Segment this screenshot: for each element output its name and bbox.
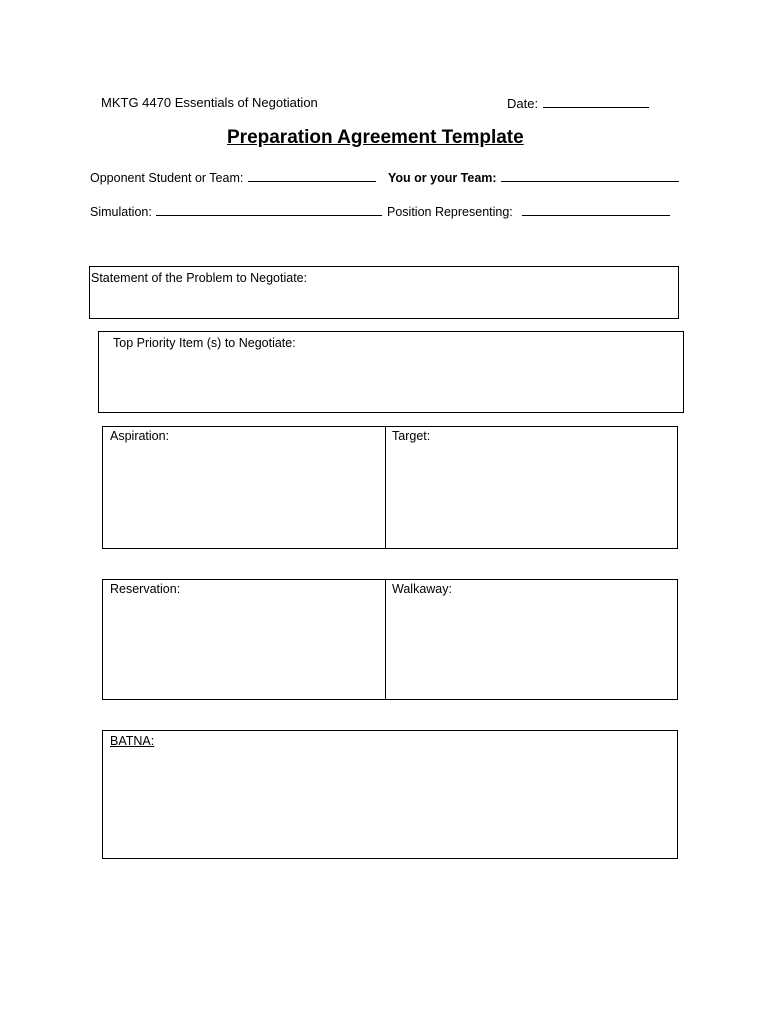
date-blank[interactable] — [543, 95, 649, 108]
date-label: Date: — [507, 96, 539, 111]
reservation-walkaway-box — [102, 579, 678, 700]
batna-box[interactable] — [102, 730, 678, 859]
simulation-blank[interactable] — [156, 203, 382, 216]
reservation-walkaway-divider — [385, 580, 386, 699]
date-field[interactable] — [507, 95, 649, 111]
simulation-label: Simulation: — [90, 205, 152, 219]
reservation-label: Reservation: — [110, 582, 181, 596]
target-label: Target: — [392, 429, 431, 443]
opponent-field[interactable] — [90, 169, 376, 185]
aspiration-label: Aspiration: — [110, 429, 170, 443]
walkaway-label: Walkaway: — [392, 582, 452, 596]
top-priority-label: Top Priority Item (s) to Negotiate: — [113, 336, 296, 350]
position-label: Position Representing: — [387, 205, 513, 219]
team-label: You or your Team: — [388, 171, 497, 185]
course-title: MKTG 4470 Essentials of Negotiation — [101, 95, 318, 110]
opponent-label: Opponent Student or Team: — [90, 171, 244, 185]
aspiration-target-divider — [385, 427, 386, 548]
team-blank[interactable] — [501, 169, 679, 182]
problem-statement-label: Statement of the Problem to Negotiate: — [91, 271, 308, 285]
position-blank[interactable] — [522, 203, 670, 216]
position-field[interactable] — [387, 203, 670, 219]
simulation-field[interactable] — [90, 203, 382, 219]
problem-statement-box[interactable] — [89, 266, 679, 319]
aspiration-target-box — [102, 426, 678, 549]
batna-label: BATNA: — [110, 734, 155, 748]
team-field[interactable] — [388, 169, 679, 185]
page-title: Preparation Agreement Template — [227, 127, 524, 148]
opponent-blank[interactable] — [248, 169, 376, 182]
top-priority-box[interactable] — [98, 331, 684, 413]
